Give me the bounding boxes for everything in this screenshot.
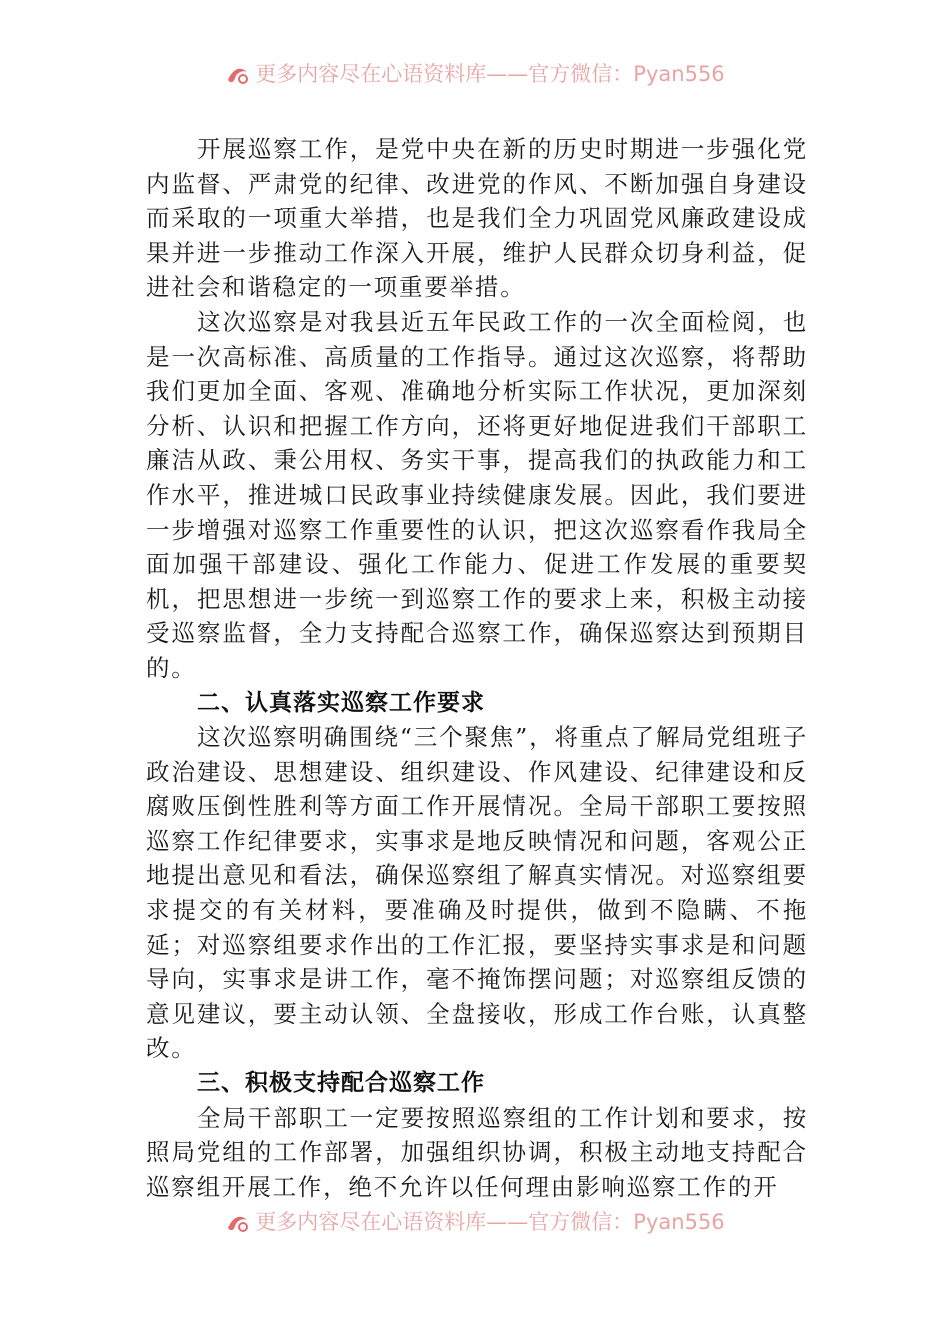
paragraph-4: 全局干部职工一定要按照巡察组的工作计划和要求，按照局党组的工作部署，加强组织协调，积极主动地支持配合巡察组开展工作，绝不允许以任何理由影响巡察工作的开 <box>146 1103 808 1201</box>
watermark-logo-icon <box>225 1212 251 1234</box>
paragraph-3: 这次巡察明确围绕“三个聚焦”，将重点了解局党组班子政治建设、思想建设、组织建设、作风建设、纪律建设和反腐败压倒性胜利等方面工作开展情况。全局干部职工要按照巡察工作纪律要求，实事求是地反映情况和问题，客观公正地提出意见和看法，确保巡察组了解真实情况。对巡察组要求提交的有关材料，要准确及时提供，做到不隐瞒、不拖延；对巡察组要求作出的工作汇报，要坚持实事求是和问题导向，实事求是讲工作，毫不掩饰摆问题；对巡察组反馈的意见建议，要主动认领、全盘接收，形成工作台账，认真整改。 <box>146 723 808 1063</box>
watermark-header-content <box>225 62 724 86</box>
section-heading-2: 二、认真落实巡察工作要求 <box>197 689 485 716</box>
section-heading-3: 三、积极支持配合巡察工作 <box>197 1070 485 1097</box>
watermark-footer-text: 更多内容尽在心语资料库——官方微信：Pyan556 <box>255 1210 725 1234</box>
watermark-footer-content <box>225 1210 724 1234</box>
watermark-logo-icon <box>225 64 251 86</box>
paragraph-1: 开展巡察工作，是党中央在新的历史时期进一步强化党内监督、严肃党的纪律、改进党的作风、不断加强自身建设而采取的一项重大举措，也是我们全力巩固党风廉政建设成果并进一步推动工作深入开展，维护人民群众切身利益，促进社会和谐稳定的一项重要举措。 <box>146 135 808 302</box>
document-body <box>146 132 808 1204</box>
watermark-header-text: 更多内容尽在心语资料库——官方微信：Pyan556 <box>255 62 725 86</box>
watermark-footer <box>0 1210 950 1234</box>
watermark-header <box>0 62 950 86</box>
paragraph-2: 这次巡察是对我县近五年民政工作的一次全面检阅，也是一次高标准、高质量的工作指导。通过这次巡察，将帮助我们更加全面、客观、准确地分析实际工作状况，更加深刻分析、认识和把握工作方向，还将更好地促进我们干部职工廉洁从政、秉公用权、务实干事，提高我们的执政能力和工作水平，推进城口民政事业持续健康发展。因此，我们要进一步增强对巡察工作重要性的认识，把这次巡察看作我局全面加强干部建设、强化工作能力、促进工作发展的重要契机，把思想进一步统一到巡察工作的要求上来，积极主动接受巡察监督，全力支持配合巡察工作，确保巡察达到预期目的。 <box>146 307 808 682</box>
